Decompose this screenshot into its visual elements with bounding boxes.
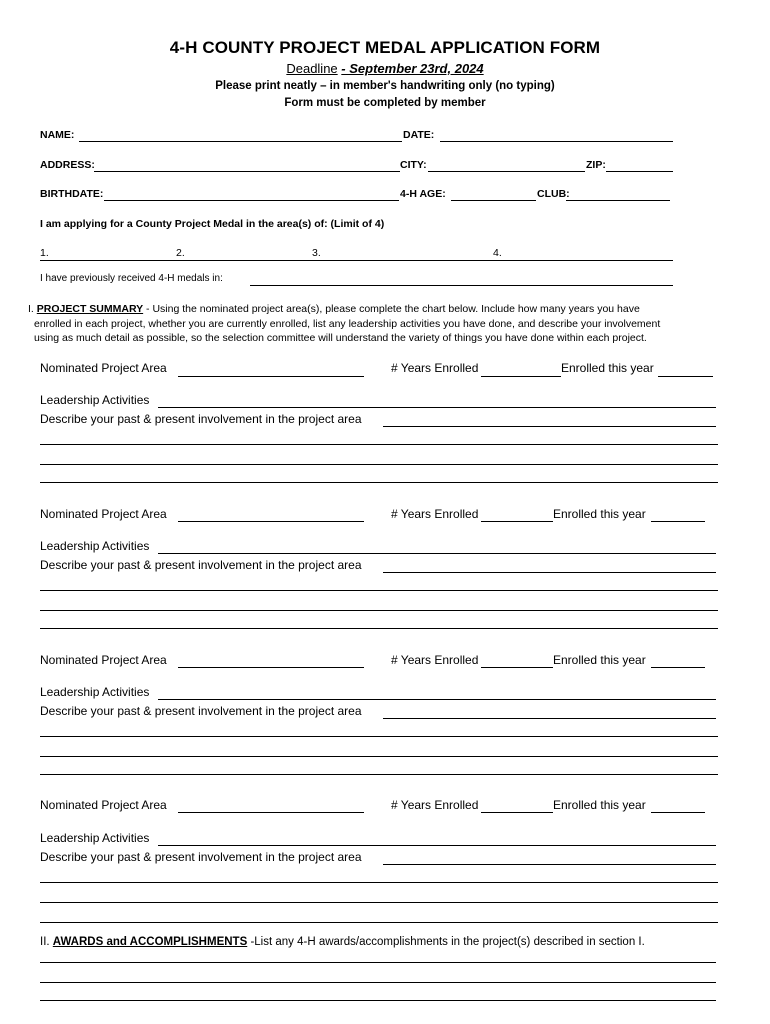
enrolled-this-year-field[interactable]: [651, 812, 705, 813]
nominated-area-label: Nominated Project Area: [40, 507, 167, 521]
project-summary: [28, 302, 748, 346]
leadership-field[interactable]: [158, 699, 716, 700]
area-1-field[interactable]: [40, 260, 176, 261]
area-3-label: 3.: [312, 247, 321, 259]
nominated-area-label: Nominated Project Area: [40, 798, 167, 812]
zip-field[interactable]: [606, 171, 673, 172]
answer-line[interactable]: [40, 590, 718, 591]
answer-line[interactable]: [40, 628, 718, 629]
area-1-label: 1.: [40, 247, 49, 259]
address-label: ADDRESS:: [40, 159, 95, 171]
zip-label: ZIP:: [586, 159, 606, 171]
nominated-area-field[interactable]: [178, 667, 364, 668]
enrolled-this-year-label: Enrolled this year: [553, 653, 646, 667]
city-field[interactable]: [428, 171, 585, 172]
name-field[interactable]: [79, 141, 402, 142]
enrolled-this-year-field[interactable]: [651, 521, 705, 522]
describe-field[interactable]: [383, 426, 716, 427]
answer-line[interactable]: [40, 882, 718, 883]
nominated-area-field[interactable]: [178, 812, 364, 813]
area-2-field[interactable]: [176, 260, 312, 261]
nominated-area-label: Nominated Project Area: [40, 361, 167, 375]
form-title: 4-H COUNTY PROJECT MEDAL APPLICATION FORM: [169, 38, 601, 57]
awards-line[interactable]: [40, 962, 716, 963]
answer-line[interactable]: [40, 610, 718, 611]
birthdate-field[interactable]: [104, 200, 399, 201]
years-enrolled-label: # Years Enrolled: [391, 507, 479, 521]
awards-number: II.: [40, 936, 50, 948]
address-field[interactable]: [94, 171, 400, 172]
describe-label: Describe your past & present involvement in the project area: [40, 850, 362, 864]
answer-line[interactable]: [40, 482, 718, 483]
leadership-field[interactable]: [158, 553, 716, 554]
previous-medals-label: I have previously received 4-H medals in:: [40, 273, 223, 284]
club-label: CLUB:: [537, 188, 570, 200]
age-label: 4-H AGE:: [400, 188, 446, 200]
describe-label: Describe your past & present involvement in the project area: [40, 412, 362, 426]
awards-section: [40, 936, 645, 948]
awards-text: -List any 4-H awards/accomplishments in the project(s) described in section I.: [247, 936, 645, 948]
area-4-label: 4.: [493, 247, 502, 259]
summary-line-1: - Using the nominated project area(s), please complete the chart below. Include how many years you have: [143, 303, 640, 315]
years-enrolled-label: # Years Enrolled: [391, 798, 479, 812]
answer-line[interactable]: [40, 922, 718, 923]
applying-text: I am applying for a County Project Medal in the area(s) of: (Limit of 4): [40, 218, 385, 230]
years-enrolled-field[interactable]: [481, 812, 553, 813]
summary-line-3: using as much detail as possible, so the selection committee will understand the variety of things you have done within each project.: [34, 332, 647, 344]
area-3-field[interactable]: [312, 260, 493, 261]
name-label: NAME:: [40, 129, 75, 141]
nominated-area-field[interactable]: [178, 376, 364, 377]
deadline-label: Deadline: [286, 61, 338, 76]
years-enrolled-field[interactable]: [481, 667, 553, 668]
describe-label: Describe your past & present involvement in the project area: [40, 704, 362, 718]
birthdate-label: BIRTHDATE:: [40, 188, 104, 200]
leadership-field[interactable]: [158, 845, 716, 846]
enrolled-this-year-label: Enrolled this year: [561, 361, 654, 375]
summary-heading: PROJECT SUMMARY: [36, 303, 144, 315]
nominated-area-label: Nominated Project Area: [40, 653, 167, 667]
summary-number: I.: [28, 303, 34, 315]
enrolled-this-year-label: Enrolled this year: [553, 507, 646, 521]
leadership-label: Leadership Activities: [40, 685, 150, 699]
summary-line-2: enrolled in each project, whether you are currently enrolled, list any leadership activities you have done, and describe your involvement: [34, 317, 661, 330]
date-label: DATE:: [403, 129, 435, 141]
describe-field[interactable]: [383, 572, 716, 573]
years-enrolled-field[interactable]: [481, 376, 561, 377]
answer-line[interactable]: [40, 736, 718, 737]
answer-line[interactable]: [40, 464, 718, 465]
answer-line[interactable]: [40, 756, 718, 757]
deadline: [0, 61, 770, 76]
area-2-label: 2.: [176, 247, 185, 259]
leadership-label: Leadership Activities: [40, 393, 150, 407]
previous-medals-field[interactable]: [250, 285, 673, 286]
leadership-label: Leadership Activities: [40, 539, 150, 553]
awards-line[interactable]: [40, 1000, 716, 1001]
instruction-member: Form must be completed by member: [284, 97, 486, 109]
club-field[interactable]: [566, 200, 670, 201]
describe-field[interactable]: [383, 718, 716, 719]
age-field[interactable]: [451, 200, 536, 201]
leadership-field[interactable]: [158, 407, 716, 408]
area-4-field[interactable]: [493, 260, 673, 261]
describe-field[interactable]: [383, 864, 716, 865]
answer-line[interactable]: [40, 444, 718, 445]
leadership-label: Leadership Activities: [40, 831, 150, 845]
deadline-date: - September 23rd, 2024: [341, 61, 484, 76]
years-enrolled-label: # Years Enrolled: [391, 361, 479, 375]
instruction-print: Please print neatly – in member's handwriting only (no typing): [215, 80, 555, 92]
answer-line[interactable]: [40, 774, 718, 775]
enrolled-this-year-field[interactable]: [651, 667, 705, 668]
city-label: CITY:: [400, 159, 427, 171]
date-field[interactable]: [440, 141, 673, 142]
years-enrolled-label: # Years Enrolled: [391, 653, 479, 667]
awards-heading: AWARDS and ACCOMPLISHMENTS: [52, 936, 248, 948]
nominated-area-field[interactable]: [178, 521, 364, 522]
answer-line[interactable]: [40, 902, 718, 903]
awards-line[interactable]: [40, 982, 716, 983]
enrolled-this-year-label: Enrolled this year: [553, 798, 646, 812]
years-enrolled-field[interactable]: [481, 521, 553, 522]
describe-label: Describe your past & present involvement in the project area: [40, 558, 362, 572]
enrolled-this-year-field[interactable]: [658, 376, 713, 377]
